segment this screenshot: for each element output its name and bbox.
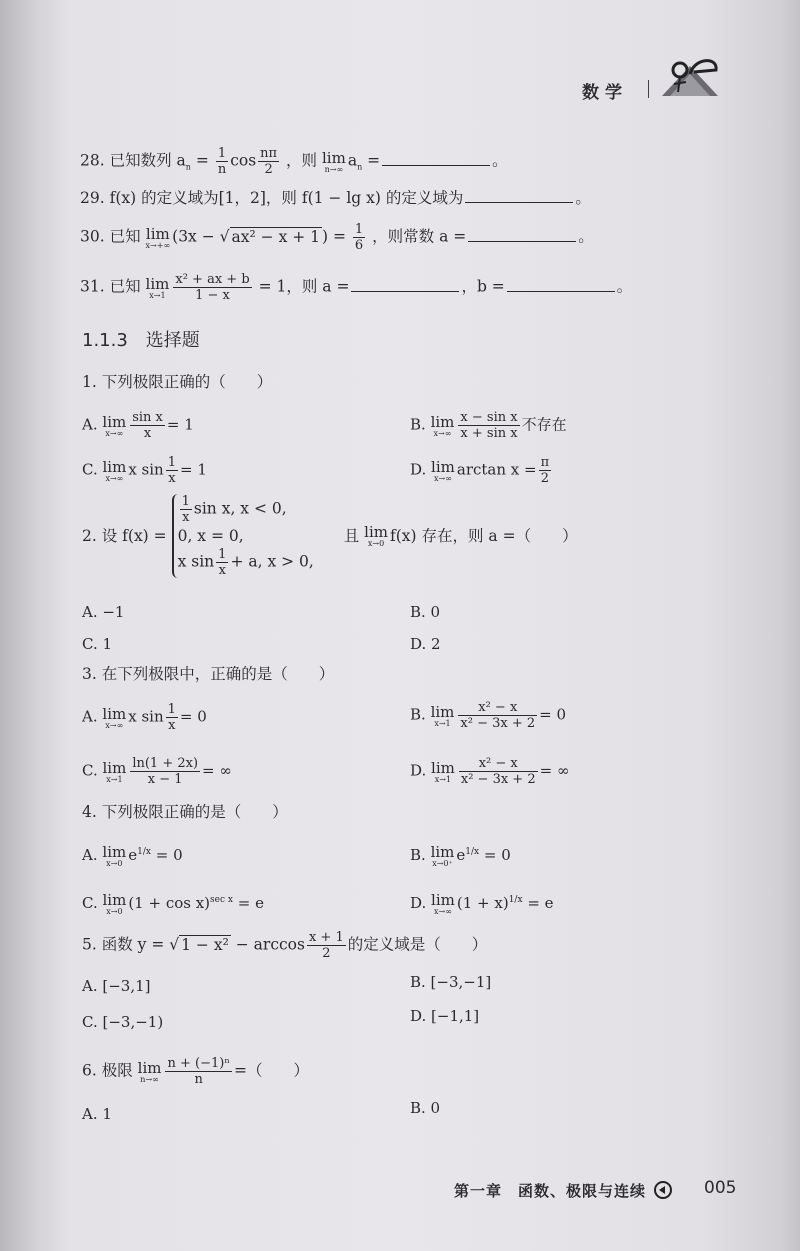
mc-question-5-stem: 5. 函数 y = √ 1 − x² − arccos $\frac{x + 1}{2}$ 的定义域是（ ） (82, 930, 488, 961)
mc-question-3-stem: 3. 在下列极限中，正确的是（ ） (82, 665, 335, 683)
q4-option-c[interactable]: C. lim x→0 $(1 + \cos x)^{sec x} = e$ (82, 891, 264, 916)
q1-option-b[interactable]: B. lim x→∞ $\frac{\text{x − sin x}}{\text{x + sin x}}$ 不存在 (410, 410, 567, 441)
header-subject: 数学 (582, 83, 628, 103)
q2-option-c[interactable]: C. 1 (82, 635, 113, 653)
q4-option-d[interactable]: D. lim x→∞ $(1 + x)^{1/x} = e$ (410, 891, 554, 916)
question-28: 28. 已知数列 $a_n$ = $\frac{1}{n}$ cos $\frac{n\pi}{2}$ ，则 lim n→∞ $a_n$ = 。 (80, 146, 508, 177)
q5-option-a[interactable]: A. [−3,1] (82, 977, 151, 995)
question-29: 29. f(x) 的定义域为[1，2]，则 f(1 − lg x) 的定义域为 。 (80, 189, 591, 207)
q1-option-a[interactable]: A. lim x→∞ $\frac{\text{sin x}}{x}$ = 1 (82, 410, 194, 441)
fraction: $\frac{1}{n}$ (217, 146, 227, 177)
q3-option-c[interactable]: C. lim x→1 $\frac{\ln(1 + 2x)}{x - 1}$ = ∞ (82, 756, 232, 787)
q1-option-c[interactable]: C. lim x→∞ x sin $\frac{1}{x}$ = 1 (82, 455, 207, 486)
q5-option-d[interactable]: D. [−1,1] (410, 1007, 480, 1025)
mascot-logo-icon (660, 52, 722, 98)
q6-option-b[interactable]: B. 0 (410, 1099, 441, 1117)
mc-question-2-stem: 2. 设 f(x) = $\frac{1}{x}$ sin x, x < 0, 0, x = 0, x sin $\frac{1}{x}$ + a, x > 0, 且 lim x→0 f(x) 存在，则 a =（ ） (82, 494, 578, 578)
footer-chapter: 第一章 函数、极限与连续 (454, 1182, 647, 1200)
q3-option-a[interactable]: A. lim x→∞ x sin $\frac{1}{x}$ = 0 (82, 702, 207, 733)
left-arrow-icon (654, 1181, 672, 1199)
mc-question-6-stem: 6. 极限 lim n→∞ $\frac{\text{n + (−1)ⁿ}}{n}$ =（ ） (82, 1056, 309, 1087)
header-divider (648, 80, 649, 98)
page-number: 005 (704, 1178, 737, 1198)
answer-blank[interactable] (468, 227, 576, 242)
q2-option-a[interactable]: A. −1 (82, 603, 125, 621)
q5-option-c[interactable]: C. [−3,−1) (82, 1013, 164, 1031)
limit: lim n→∞ (321, 148, 346, 174)
q2-option-b[interactable]: B. 0 (410, 603, 441, 621)
mc-question-1-stem: 1. 下列极限正确的（ ） (82, 373, 273, 391)
mc-question-4-stem: 4. 下列极限正确的是（ ） (82, 803, 288, 821)
answer-blank-b[interactable] (507, 277, 615, 292)
question-text: 已知数列 (109, 151, 172, 170)
q3-option-b[interactable]: B. lim x→1 $\frac{\text{x² − x}}{\text{x² − 3x + 2}}$ = 0 (410, 700, 567, 731)
piecewise-cases: $\frac{1}{x}$ sin x, x < 0, 0, x = 0, x sin $\frac{1}{x}$ + a, x > 0, (172, 494, 314, 578)
q4-option-b[interactable]: B. lim x→0⁺ $e^{1/x} = 0$ (410, 843, 511, 868)
q5-option-b[interactable]: B. [−3,−1] (410, 973, 492, 991)
q3-option-d[interactable]: D. lim x→1 $\frac{\text{x² − x}}{\text{x² − 3x + 2}}$ = ∞ (410, 756, 570, 787)
q4-option-a[interactable]: A. lim x→0 $e^{1/x} = 0$ (82, 843, 183, 868)
answer-blank[interactable] (382, 151, 490, 166)
question-30: 30. 已知 lim x→+∞ (3x − √ ax² − x + 1 ) = $\frac{1}{6}$ ，则常数 a = 。 (80, 222, 594, 253)
q6-option-a[interactable]: A. 1 (82, 1105, 112, 1123)
q1-option-d[interactable]: D. lim x→∞ arctan x = $\frac{\pi}{2}$ (410, 455, 550, 486)
answer-blank-a[interactable] (351, 277, 459, 292)
question-31: 31. 已知 lim x→1 $\frac{\text{x² + ax + b}}{1 - x}$ = 1，则 a = ，b = 。 (80, 272, 633, 303)
section-title: 1.1.3 选择题 (82, 330, 200, 351)
q2-option-d[interactable]: D. 2 (410, 635, 441, 653)
answer-blank[interactable] (465, 188, 573, 203)
question-number: 28. (80, 151, 105, 170)
